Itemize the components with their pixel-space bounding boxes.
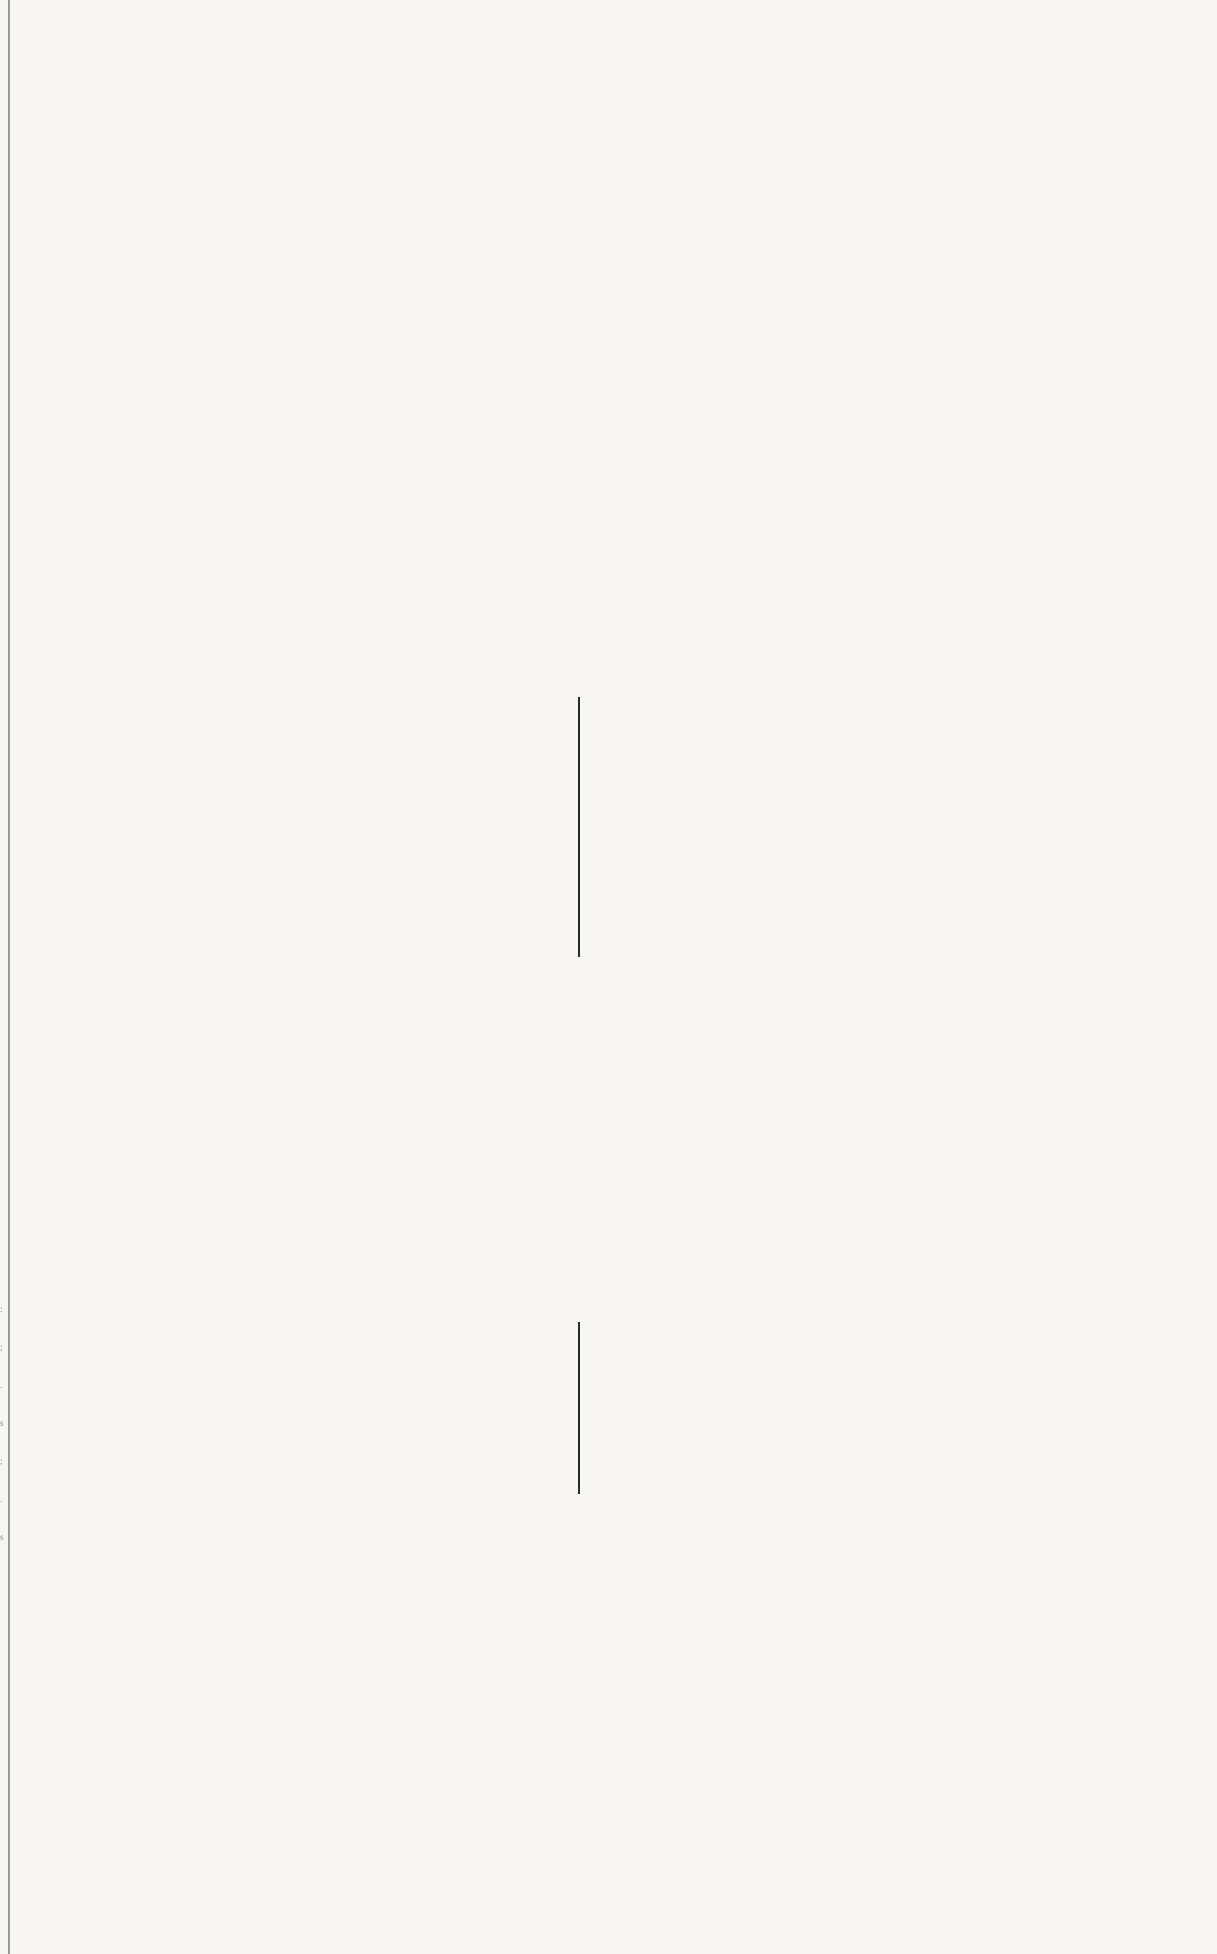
- music-example-3: [90, 1565, 1080, 1670]
- column-divider: [578, 1322, 580, 1494]
- margin-marks: : ; . s ; . s: [0, 1304, 4, 1542]
- music-example-top: [60, 140, 1120, 660]
- column-divider: [578, 697, 580, 957]
- music-example-1: [90, 1030, 1080, 1140]
- page-binding-edge: [8, 0, 10, 1954]
- music-example-4: [290, 1730, 910, 1830]
- music-example-2: [90, 1190, 1080, 1305]
